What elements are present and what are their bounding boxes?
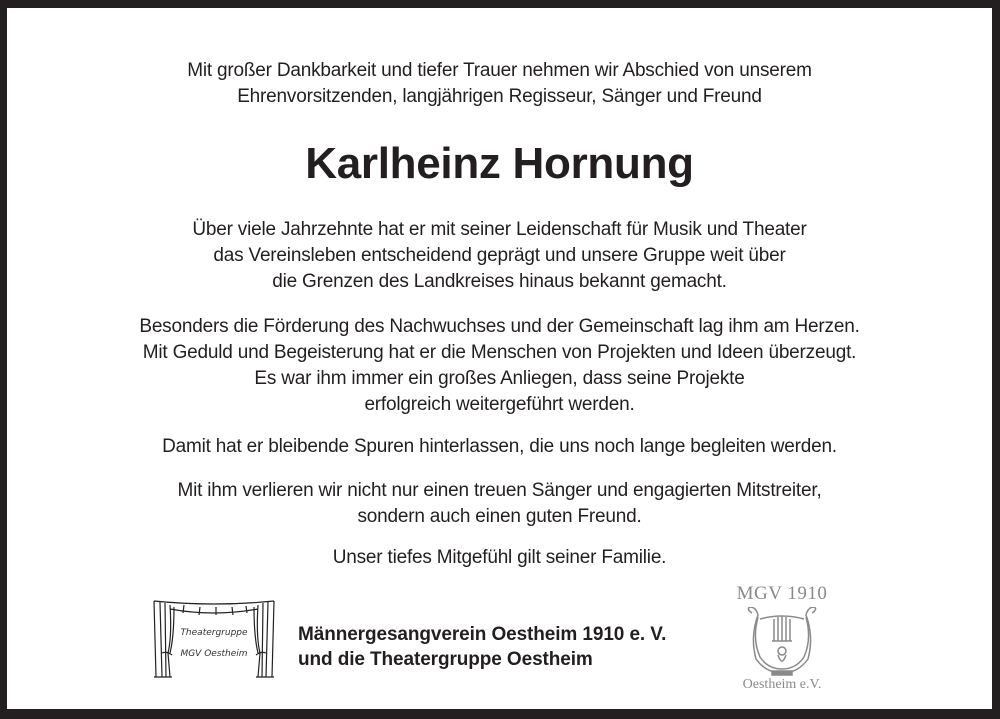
mgv-club-logo [722,583,842,701]
paragraph-legacy [7,217,992,295]
signature [298,622,666,672]
text-line: erfolgreich weitergeführt werden. [364,394,635,415]
paragraph-youth [7,314,992,418]
paragraph-traces [7,434,992,460]
paragraph-condolence [7,545,992,571]
text-line: Unser tiefes Mitgefühl gilt seiner Familie. [332,547,667,568]
mgv-logo-title: MGV 1910 [736,583,828,604]
text-line: Damit hat er bleibende Spuren hinterlassen, die uns noch lange begleiten werden. [162,436,837,457]
text-line: Mit Geduld und Begeisterung hat er die Menschen von Projekten und Ideen überzeugt. [142,342,857,363]
mgv-logo-subtitle: Oestheim e.V. [742,677,822,692]
intro-line: Mit großer Dankbarkeit und tiefer Trauer nehmen wir Abschied von unserem [187,60,812,81]
obituary-notice [7,8,992,709]
text-line: Es war ihm immer ein großes Anliegen, dass seine Projekte [254,368,745,389]
signature-line: und die Theatergruppe Oestheim [298,649,593,670]
theater-logo-line1: Theatergruppe [180,628,248,638]
text-line: Über viele Jahrzehnte hat er mit seiner Leidenschaft für Musik und Theater [192,219,807,240]
lyre-icon [744,607,820,677]
text-line: Besonders die Förderung des Nachwuchses und der Gemeinschaft lag ihm am Herzen. [139,316,860,337]
deceased-name: Karlheinz Hornung [305,139,694,188]
signature-line: Männergesangverein Oestheim 1910 e. V. [298,624,667,645]
intro-line: Ehrenvorsitzenden, langjährigen Regisseur, Sänger und Freund [237,86,762,107]
text-line: das Vereinsleben entscheidend geprägt und unsere Gruppe weit über [213,245,786,266]
stage-curtain-icon [150,597,278,681]
text-line: die Grenzen des Landkreises hinaus bekannt gemacht. [272,271,727,292]
intro-text [7,58,992,110]
text-line: sondern auch einen guten Freund. [357,506,642,527]
paragraph-friend [7,478,992,530]
text-line: Mit ihm verlieren wir nicht nur einen treuen Sänger und engagierten Mitstreiter, [177,480,822,501]
theater-group-logo [150,597,278,681]
theater-logo-line2: MGV Oestheim [180,649,248,659]
